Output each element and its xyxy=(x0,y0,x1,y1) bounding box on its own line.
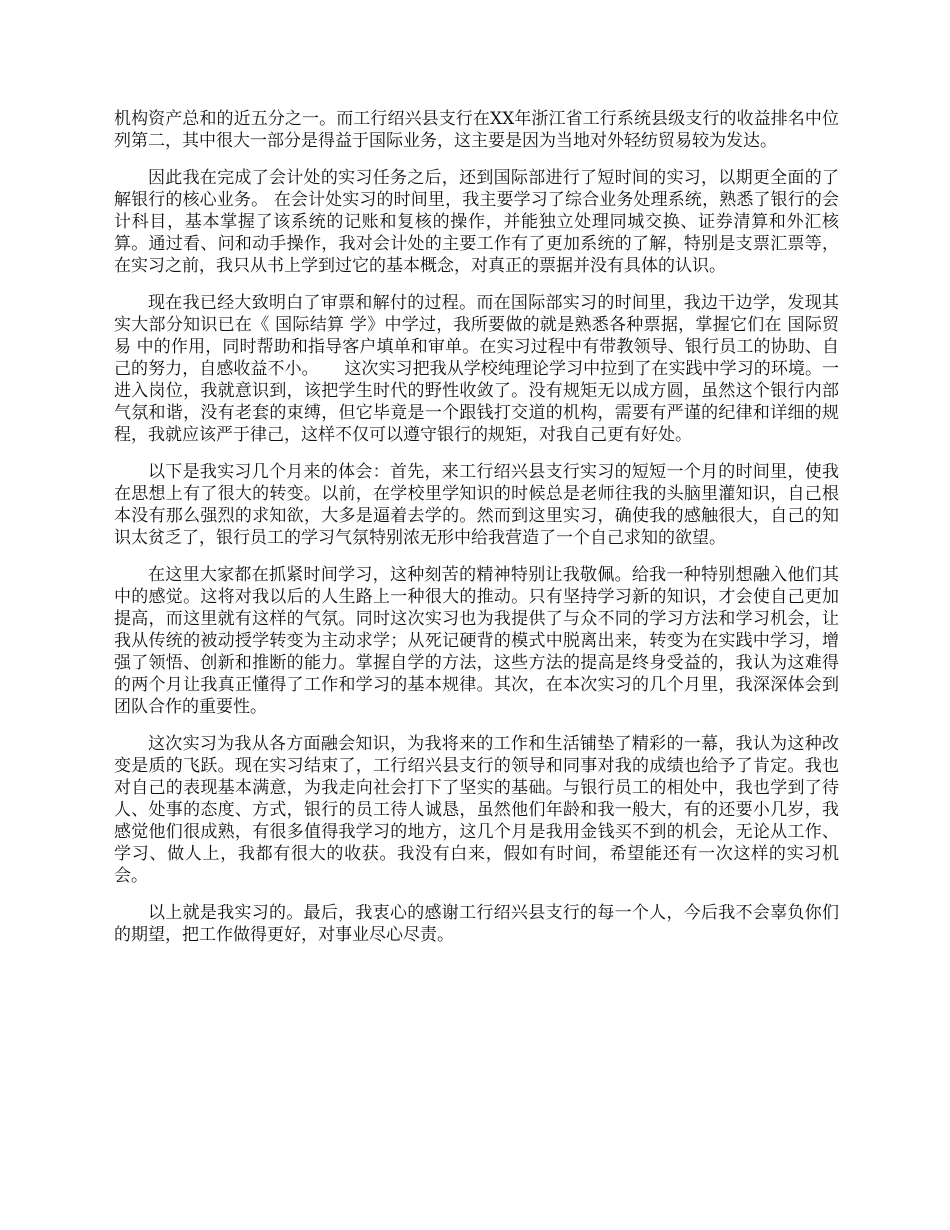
paragraph-1: 机构资产总和的近五分之一。而工行绍兴县支行在XX年浙江省工行系统县级支行的收益排名中位列第二，其中很大一部分是得益于国际业务，这主要是因为当地对外轻纺贸易较为发达。 xyxy=(114,109,839,151)
paragraph-4: 以下是我实习几个月来的体会：首先，来工行绍兴县支行实习的短短一个月的时间里，使我在思想上有了很大的转变。以前，在学校里学知识的时候总是老师往我的头脑里灌知识，自己根本没有那么强烈的求知欲，大多是逼着去学的。然而到这里实习，确使我的感触很大，自己的知识太贫乏了，银行员工的学习气氛特别浓无形中给我营造了一个自己求知的欲望。 xyxy=(114,462,839,548)
paragraph-5: 在这里大家都在抓紧时间学习，这种刻苦的精神特别让我敬佩。给我一种特别想融入他们其中的感觉。这将对我以后的人生路上一种很大的推动。只有坚持学习新的知识，才会使自己更加提高，而这里就有这样的气氛。同时这次实习也为我提供了与众不同的学习方法和学习机会，让我从传统的被动授学转变为主动求学；从死记硬背的模式中脱离出来，转变为在实践中学习，增强了领悟、创新和推断的能力。掌握自学的方法，这些方法的提高是终身受益的，我认为这难得的两个月让我真正懂得了工作和学习的基本规律。其次，在本次实习的几个月里，我深深体会到团队合作的重要性。 xyxy=(114,565,839,717)
paragraph-7: 以上就是我实习的。最后，我衷心的感谢工行绍兴县支行的每一个人，今后我不会辜负你们的期望，把工作做得更好，对事业尽心尽责。 xyxy=(114,903,839,945)
paragraph-2: 因此我在完成了会计处的实习任务之后，还到国际部进行了短时间的实习，以期更全面的了解银行的核心业务。 在会计处实习的时间里，我主要学习了综合业务处理系统，熟悉了银行的会计科目，基本掌握了该系统的记账和复核的操作，并能独立处理同城交换、证券清算和外汇核算。通过看、问和动手操作，我对会计处的主要工作有了更加系统的了解，特别是支票汇票等，在实习之前，我只从书上学到过它的基本概念，对真正的票据并没有具体的认识。 xyxy=(114,168,839,276)
paragraph-6: 这次实习为我从各方面融会知识，为我将来的工作和生活铺垫了精彩的一幕，我认为这种改变是质的飞跃。现在实习结束了，工行绍兴县支行的领导和同事对我的成绩也给予了肯定。我也对自己的表现基本满意，为我走向社会打下了坚实的基础。与银行员工的相处中，我也学到了待人、处事的态度、方式，银行的员工待人诚恳，虽然他们年龄和我一般大，有的还要小几岁，我感觉他们很成熟，有很多值得我学习的地方，这几个月是我用金钱买不到的机会，无论从工作、学习、做人上，我都有很大的收获。我没有白来，假如有时间，希望能还有一次这样的实习机会。 xyxy=(114,734,839,886)
document-page xyxy=(114,108,839,961)
paragraph-3: 现在我已经大致明白了审票和解付的过程。而在国际部实习的时间里，我边干边学，发现其实大部分知识已在《 国际结算 学》中学过，我所要做的就是熟悉各种票据，掌握它们在 国际贸易 中的作用，同时帮助和指导客户填单和审单。在实习过程中有带教领导、银行员工的协助、自己的努力，自感收益不小。 这次实习把我从学校纯理论学习中拉到了在实践中学习的环境。一进入岗位，我就意识到，该把学生时代的野性收敛了。没有规矩无以成方圆，虽然这个银行内部气氛和谐，没有老套的束缚，但它毕竟是一个跟钱打交道的机构，需要有严谨的纪律和详细的规程，我就应该严于律己，这样不仅可以遵守银行的规矩，对我自己更有好处。 xyxy=(114,293,839,445)
